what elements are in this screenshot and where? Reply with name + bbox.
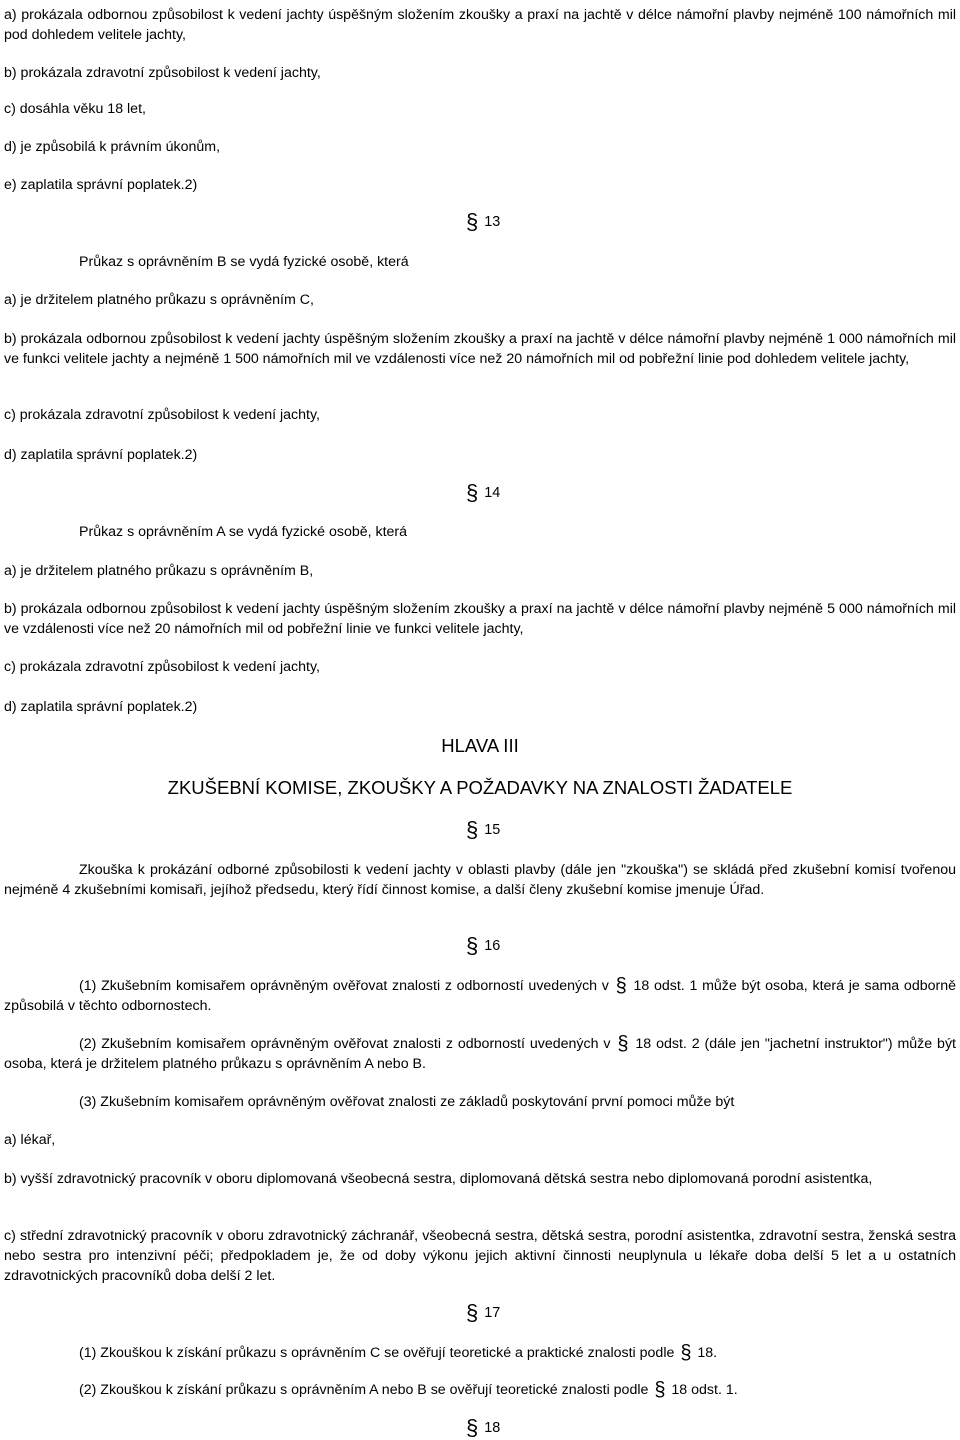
paragraph-text: (2) Zkušebním komisařem oprávněným ověřovat znalosti z odborností uvedených v <box>79 1036 611 1052</box>
section-16-paragraph-3: (3) Zkušebním komisařem oprávněným ověřovat znalosti ze základů poskytování první pomoci může být <box>79 1094 735 1110</box>
section-14-item-d: d) zaplatila správní poplatek.2) <box>4 699 198 715</box>
section-14-item-b: b) prokázala odbornou způsobilost k vedení jachty úspěšným složením zkoušky a praxí na jachtě v délce námořní plavby nejméně 5 000 námořních mil ve vzdálenosti více než 20 námořních mil od pobřežní linie ve funkci velitele jachty, <box>4 601 956 637</box>
paragraph-text: (2) Zkouškou k získání průkazu s oprávněním A nebo B se ověřují teoretické znalosti podle <box>79 1382 649 1398</box>
section-symbol: § <box>466 1300 479 1325</box>
section-14-intro: Průkaz s oprávněním A se vydá fyzické osobě, která <box>79 524 408 540</box>
section-13-item-b: b) prokázala odbornou způsobilost k vedení jachty úspěšným složením zkoušky a praxí na jachtě v délce námořní plavby nejméně 1 000 námořních mil ve funkci velitele jachty a nejméně 1 500 námořních mil ve vzdálenosti více než 20 námořních mil od pobřežní linie pod dohledem velitele jachty, <box>4 331 956 367</box>
section-symbol: § <box>466 933 479 958</box>
section-number: 18 <box>484 1420 501 1436</box>
section-number: 13 <box>484 214 501 230</box>
top-item-e: e) zaplatila správní poplatek.2) <box>4 177 198 193</box>
section-symbol: § <box>654 1379 666 1401</box>
section-symbol: § <box>466 209 479 234</box>
section-symbol: § <box>466 817 479 842</box>
section-16-item-c: c) střední zdravotnický pracovník v oboru zdravotnický záchranář, všeobecná sestra, dětská sestra, porodní asistentka, zdravotní sestra, ženská sestra nebo sestra pro intenzivní péči; předpokladem je, že od doby výkonu jejich aktivní činnosti neuplynula u lékaře doba delší 5 let a u ostatních zdravotnických pracovníků doba delší 2 let. <box>4 1228 956 1284</box>
section-heading-18 <box>466 1415 526 1440</box>
section-16-item-a: a) lékař, <box>4 1132 56 1148</box>
paragraph-text: (1) Zkouškou k získání průkazu s oprávněním C se ověřují teoretické a praktické znalosti podle <box>79 1345 675 1361</box>
section-13-item-d: d) zaplatila správní poplatek.2) <box>4 447 198 463</box>
section-14-item-c: c) prokázala zdravotní způsobilost k vedení jachty, <box>4 659 320 675</box>
top-item-a: a) prokázala odbornou způsobilost k vedení jachty úspěšným složením zkoušky a praxí na jachtě v délce námořní plavby nejméně 100 námořních mil pod dohledem velitele jachty, <box>4 7 956 43</box>
paragraph-text: (1) Zkušebním komisařem oprávněným ověřovat znalosti z odborností uvedených v <box>79 978 609 994</box>
section-16-paragraph-1 <box>4 976 956 1016</box>
part-title: ZKUŠEBNÍ KOMISE, ZKOUŠKY A POŽADAVKY NA ZNALOSTI ŽADATELE <box>167 777 793 798</box>
paragraph-text: 18 odst. 2 (dále jen "jachetní instruktor") může být osoba, která je držitelem platného průkazu s oprávněním A nebo B. <box>4 1036 956 1072</box>
part-heading: HLAVA III <box>441 735 519 756</box>
section-symbol: § <box>466 1415 479 1440</box>
section-heading-15 <box>466 817 526 842</box>
top-item-d: d) je způsobilá k právním úkonům, <box>4 139 221 155</box>
section-15-text: Zkouška k prokázání odborné způsobilosti k vedení jachty v oblasti plavby (dále jen "zkouška") se skládá před zkušební komisí tvořenou nejméně 4 zkušebními komisaři, jejíhož předsedu, který řídí činnost komise, a další členy zkušební komise jmenuje Úřad. <box>4 862 956 898</box>
section-13-item-a: a) je držitelem platného průkazu s oprávněním C, <box>4 292 314 308</box>
section-number: 17 <box>484 1305 501 1321</box>
section-16-item-b: b) vyšší zdravotnický pracovník v oboru diplomovaná všeobecná sestra, diplomovaná dětská sestra nebo diplomovaná porodní asistentka, <box>4 1171 873 1187</box>
section-heading-13 <box>466 209 526 234</box>
section-16-paragraph-2 <box>4 1034 956 1074</box>
top-item-b: b) prokázala zdravotní způsobilost k vedení jachty, <box>4 65 321 81</box>
section-number: 16 <box>484 938 501 954</box>
section-symbol: § <box>680 1342 692 1364</box>
section-17-paragraph-1 <box>79 1343 956 1363</box>
section-heading-16 <box>466 933 526 958</box>
section-number: 14 <box>484 485 501 501</box>
section-symbol: § <box>466 480 479 505</box>
section-13-intro: Průkaz s oprávněním B se vydá fyzické osobě, která <box>79 254 409 270</box>
section-14-item-a: a) je držitelem platného průkazu s oprávněním B, <box>4 563 314 579</box>
section-symbol: § <box>617 1033 629 1055</box>
top-item-c: c) dosáhla věku 18 let, <box>4 101 146 117</box>
section-heading-14 <box>466 480 526 505</box>
paragraph-text: 18 odst. 1. <box>671 1382 738 1398</box>
paragraph-text: 18. <box>697 1345 718 1361</box>
section-17-paragraph-2 <box>79 1380 956 1400</box>
section-heading-17 <box>466 1300 526 1325</box>
paragraph-text: 18 odst. 1 může být osoba, která je sama odborně způsobilá v těchto odbornostech. <box>4 978 956 1014</box>
section-13-item-c: c) prokázala zdravotní způsobilost k vedení jachty, <box>4 407 320 423</box>
section-number: 15 <box>484 822 501 838</box>
section-symbol: § <box>615 975 627 997</box>
